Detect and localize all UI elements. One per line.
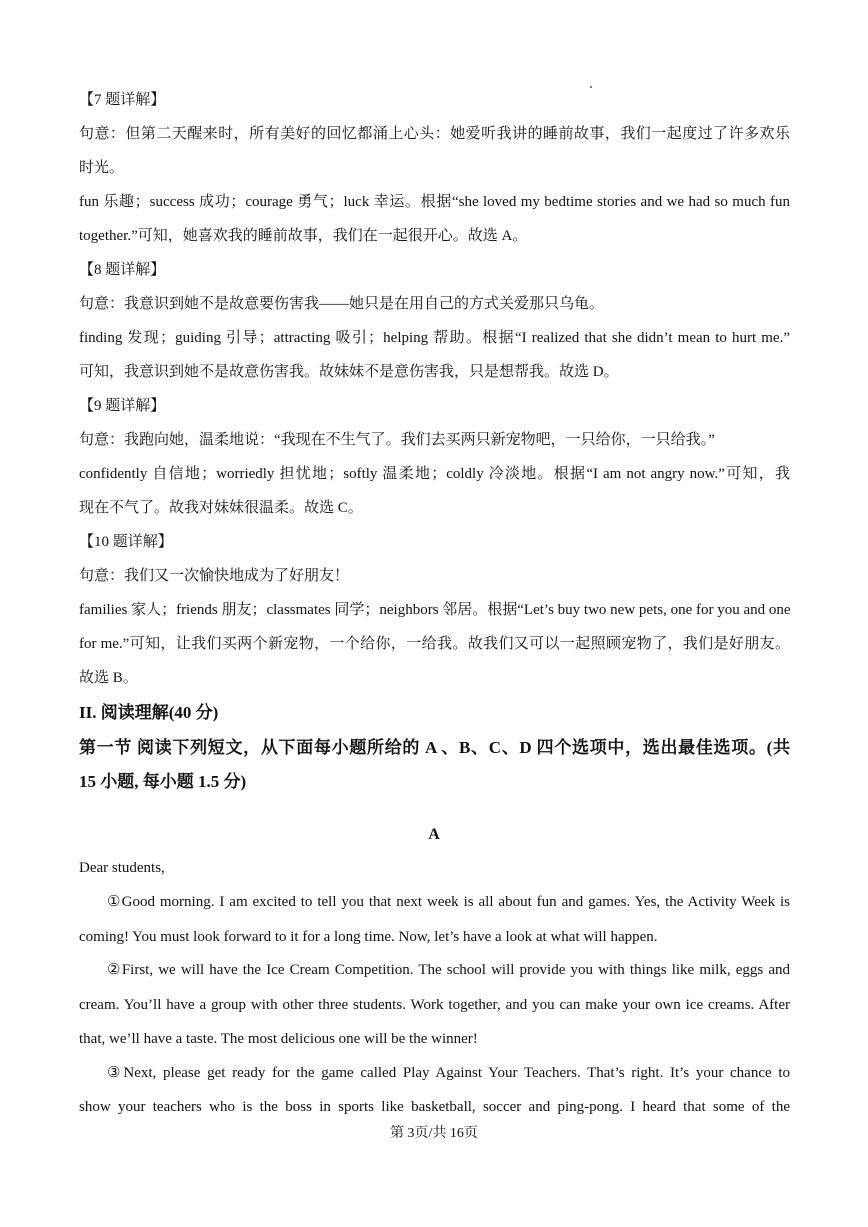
q8-line-2: finding 发现；guiding 引导；attracting 吸引；helping 帮助。根据“I realized that she didn’t mean to hurt me.” (79, 330, 790, 346)
scan-speck (590, 86, 592, 88)
q7-line-2: 时光。 (79, 160, 125, 176)
passage-p1-line-1: ①Good morning. I am excited to tell you that next week is all about fun and games. Yes, the Activity Week is (107, 894, 790, 910)
q10-line-3: for me.”可知，让我们买两个新宠物，一个给你，一给我。故我们又可以一起照顾宠物了，我们是好朋友。 (79, 636, 790, 652)
passage-p3-line-2: show your teachers who is the boss in sports like basketball, soccer and ping-pong. I heard that some of the (79, 1099, 790, 1115)
passage-greeting: Dear students, (79, 860, 165, 876)
section-instruction-line-2: 15 小题, 每小题 1.5 分) (79, 772, 247, 791)
q9-line-2: confidently 自信地；worriedly 担忧地；softly 温柔地；coldly 冷淡地。根据“I am not angry now.”可知，我 (79, 466, 790, 482)
q7-line-1: 句意：但第二天醒来时，所有美好的回忆都涌上心头：她爱听我讲的睡前故事，我们一起度过了许多欢乐 (79, 126, 790, 142)
q10-heading: 【10 题详解】 (79, 534, 173, 550)
q10-line-1: 句意：我们又一次愉快地成为了好朋友！ (79, 568, 350, 584)
q8-heading: 【8 题详解】 (79, 262, 166, 278)
passage-p2-line-3: that, we’ll have a taste. The most delicious one will be the winner! (79, 1031, 478, 1047)
q9-line-3: 现在不气了。故我对妹妹很温柔。故选 C。 (79, 500, 363, 516)
q10-line-2: families 家人；friends 朋友；classmates 同学；neighbors 邻居。根据“Let’s buy two new pets, one for you and one (79, 602, 791, 618)
passage-p1-line-2: coming! You must look forward to it for a long time. Now, let’s have a look at what will happen. (79, 929, 658, 945)
q9-heading: 【9 题详解】 (79, 398, 166, 414)
page-footer: 第 3页/共 16页 (390, 1126, 478, 1141)
section-title: II. 阅读理解(40 分) (79, 703, 219, 722)
q7-line-3: fun 乐趣；success 成功；courage 勇气；luck 幸运。根据“she loved my bedtime stories and we had so much fun (79, 194, 790, 210)
q8-line-3: 可知，我意识到她不是故意伤害我。故妹妹不是意伤害我，只是想帮我。故选 D。 (79, 364, 619, 380)
q7-line-4: together.”可知，她喜欢我的睡前故事，我们在一起很开心。故选 A。 (79, 228, 528, 244)
passage-p2-line-2: cream. You’ll have a group with other three students. Work together, and you can make your own ice creams. After (79, 997, 790, 1013)
passage-p3-line-1: ③Next, please get ready for the game called Play Against Your Teachers. That’s right. It’s your chance to (107, 1065, 790, 1081)
q10-line-4: 故选 B。 (79, 670, 138, 686)
q9-line-1: 句意：我跑向她，温柔地说：“我现在不生气了。我们去买两只新宠物吧，一只给你，一只给我。” (79, 432, 715, 448)
passage-p2-line-1: ②First, we will have the Ice Cream Competition. The school will provide you with things like milk, eggs and (107, 962, 790, 978)
passage-label: A (428, 826, 440, 843)
q8-line-1: 句意：我意识到她不是故意要伤害我——她只是在用自己的方式关爱那只乌龟。 (79, 296, 605, 312)
section-instruction-line-1: 第一节 阅读下列短文，从下面每小题所给的 A 、B、C、D 四个选项中，选出最佳选项。(共 (79, 738, 790, 757)
q7-heading: 【7 题详解】 (79, 92, 166, 108)
